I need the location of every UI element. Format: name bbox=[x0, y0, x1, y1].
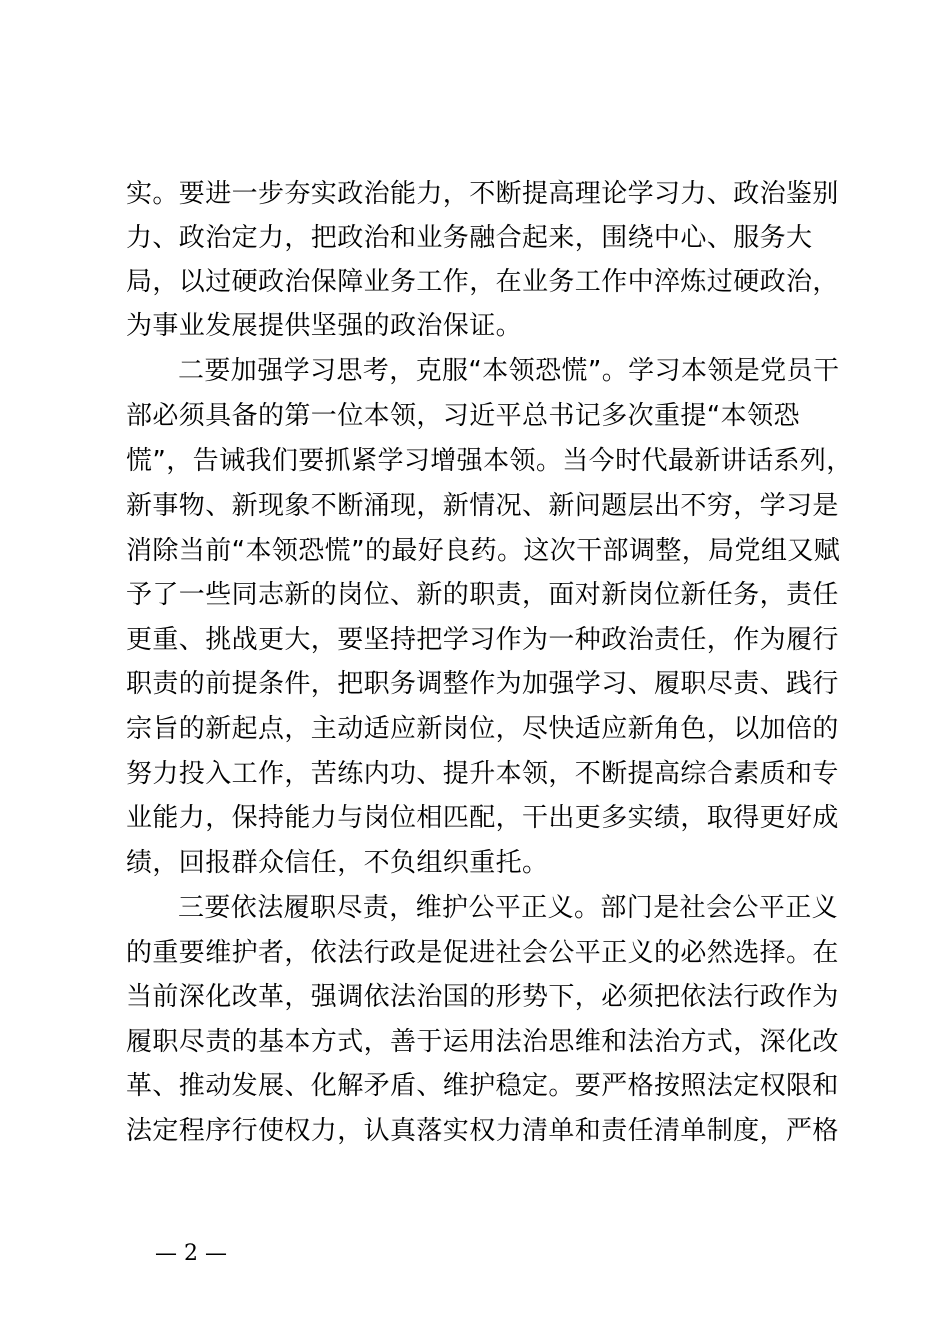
paragraph-start-line: 二要加强学习思考，克服“本领恐慌”。学习本领是党员干 bbox=[178, 356, 840, 386]
text-line: 业能力，保持能力与岗位相匹配，干出更多实绩，取得更好成 bbox=[126, 803, 839, 833]
text-line: 新事物、新现象不断涌现，新情况、新问题层出不穷，学习是 bbox=[126, 491, 839, 521]
text-line: 宗旨的新起点，主动适应新岗位，尽快适应新角色，以加倍的 bbox=[126, 714, 839, 744]
text-line: 当前深化改革，强调依法治国的形势下，必须把依法行政作为 bbox=[126, 982, 839, 1012]
text-line: 履职尽责的基本方式，善于运用法治思维和法治方式，深化改 bbox=[126, 1027, 839, 1057]
text-line: 法定程序行使权力，认真落实权力清单和责任清单制度，严格 bbox=[126, 1116, 839, 1146]
text-line: 革、推动发展、化解矛盾、维护稳定。要严格按照法定权限和 bbox=[126, 1071, 839, 1101]
text-line: 更重、挑战更大，要坚持把学习作为一种政治责任，作为履行 bbox=[126, 625, 839, 655]
paragraph-start-line: 三要依法履职尽责，维护公平正义。部门是社会公平正义 bbox=[178, 893, 839, 923]
text-line: 努力投入工作，苦练内功、提升本领，不断提高综合素质和专 bbox=[126, 759, 839, 789]
text-line: 的重要维护者，依法行政是促进社会公平正义的必然选择。在 bbox=[126, 938, 839, 968]
text-line: 局，以过硬政治保障业务工作，在业务工作中淬炼过硬政治， bbox=[126, 267, 839, 297]
text-line: 予了一些同志新的岗位、新的职责，面对新岗位新任务，责任 bbox=[126, 580, 839, 610]
page-number: — 2 — bbox=[155, 1241, 227, 1266]
text-line: 绩，回报群众信任，不负组织重托。 bbox=[126, 848, 549, 878]
text-line: 消除当前“本领恐慌”的最好良药。这次干部调整，局党组又赋 bbox=[126, 536, 841, 566]
text-line: 部必须具备的第一位本领，习近平总书记多次重提“本领恐 bbox=[126, 401, 800, 431]
text-line: 实。要进一步夯实政治能力，不断提高理论学习力、政治鉴别 bbox=[126, 179, 839, 209]
text-line: 职责的前提条件，把职务调整作为加强学习、履职尽责、践行 bbox=[126, 669, 839, 699]
text-line: 慌”，告诫我们要抓紧学习增强本领。当今时代最新讲话系列， bbox=[126, 446, 853, 476]
text-line: 为事业发展提供坚强的政治保证。 bbox=[126, 311, 523, 341]
text-line: 力、政治定力，把政治和业务融合起来，围绕中心、服务大 bbox=[126, 223, 813, 253]
